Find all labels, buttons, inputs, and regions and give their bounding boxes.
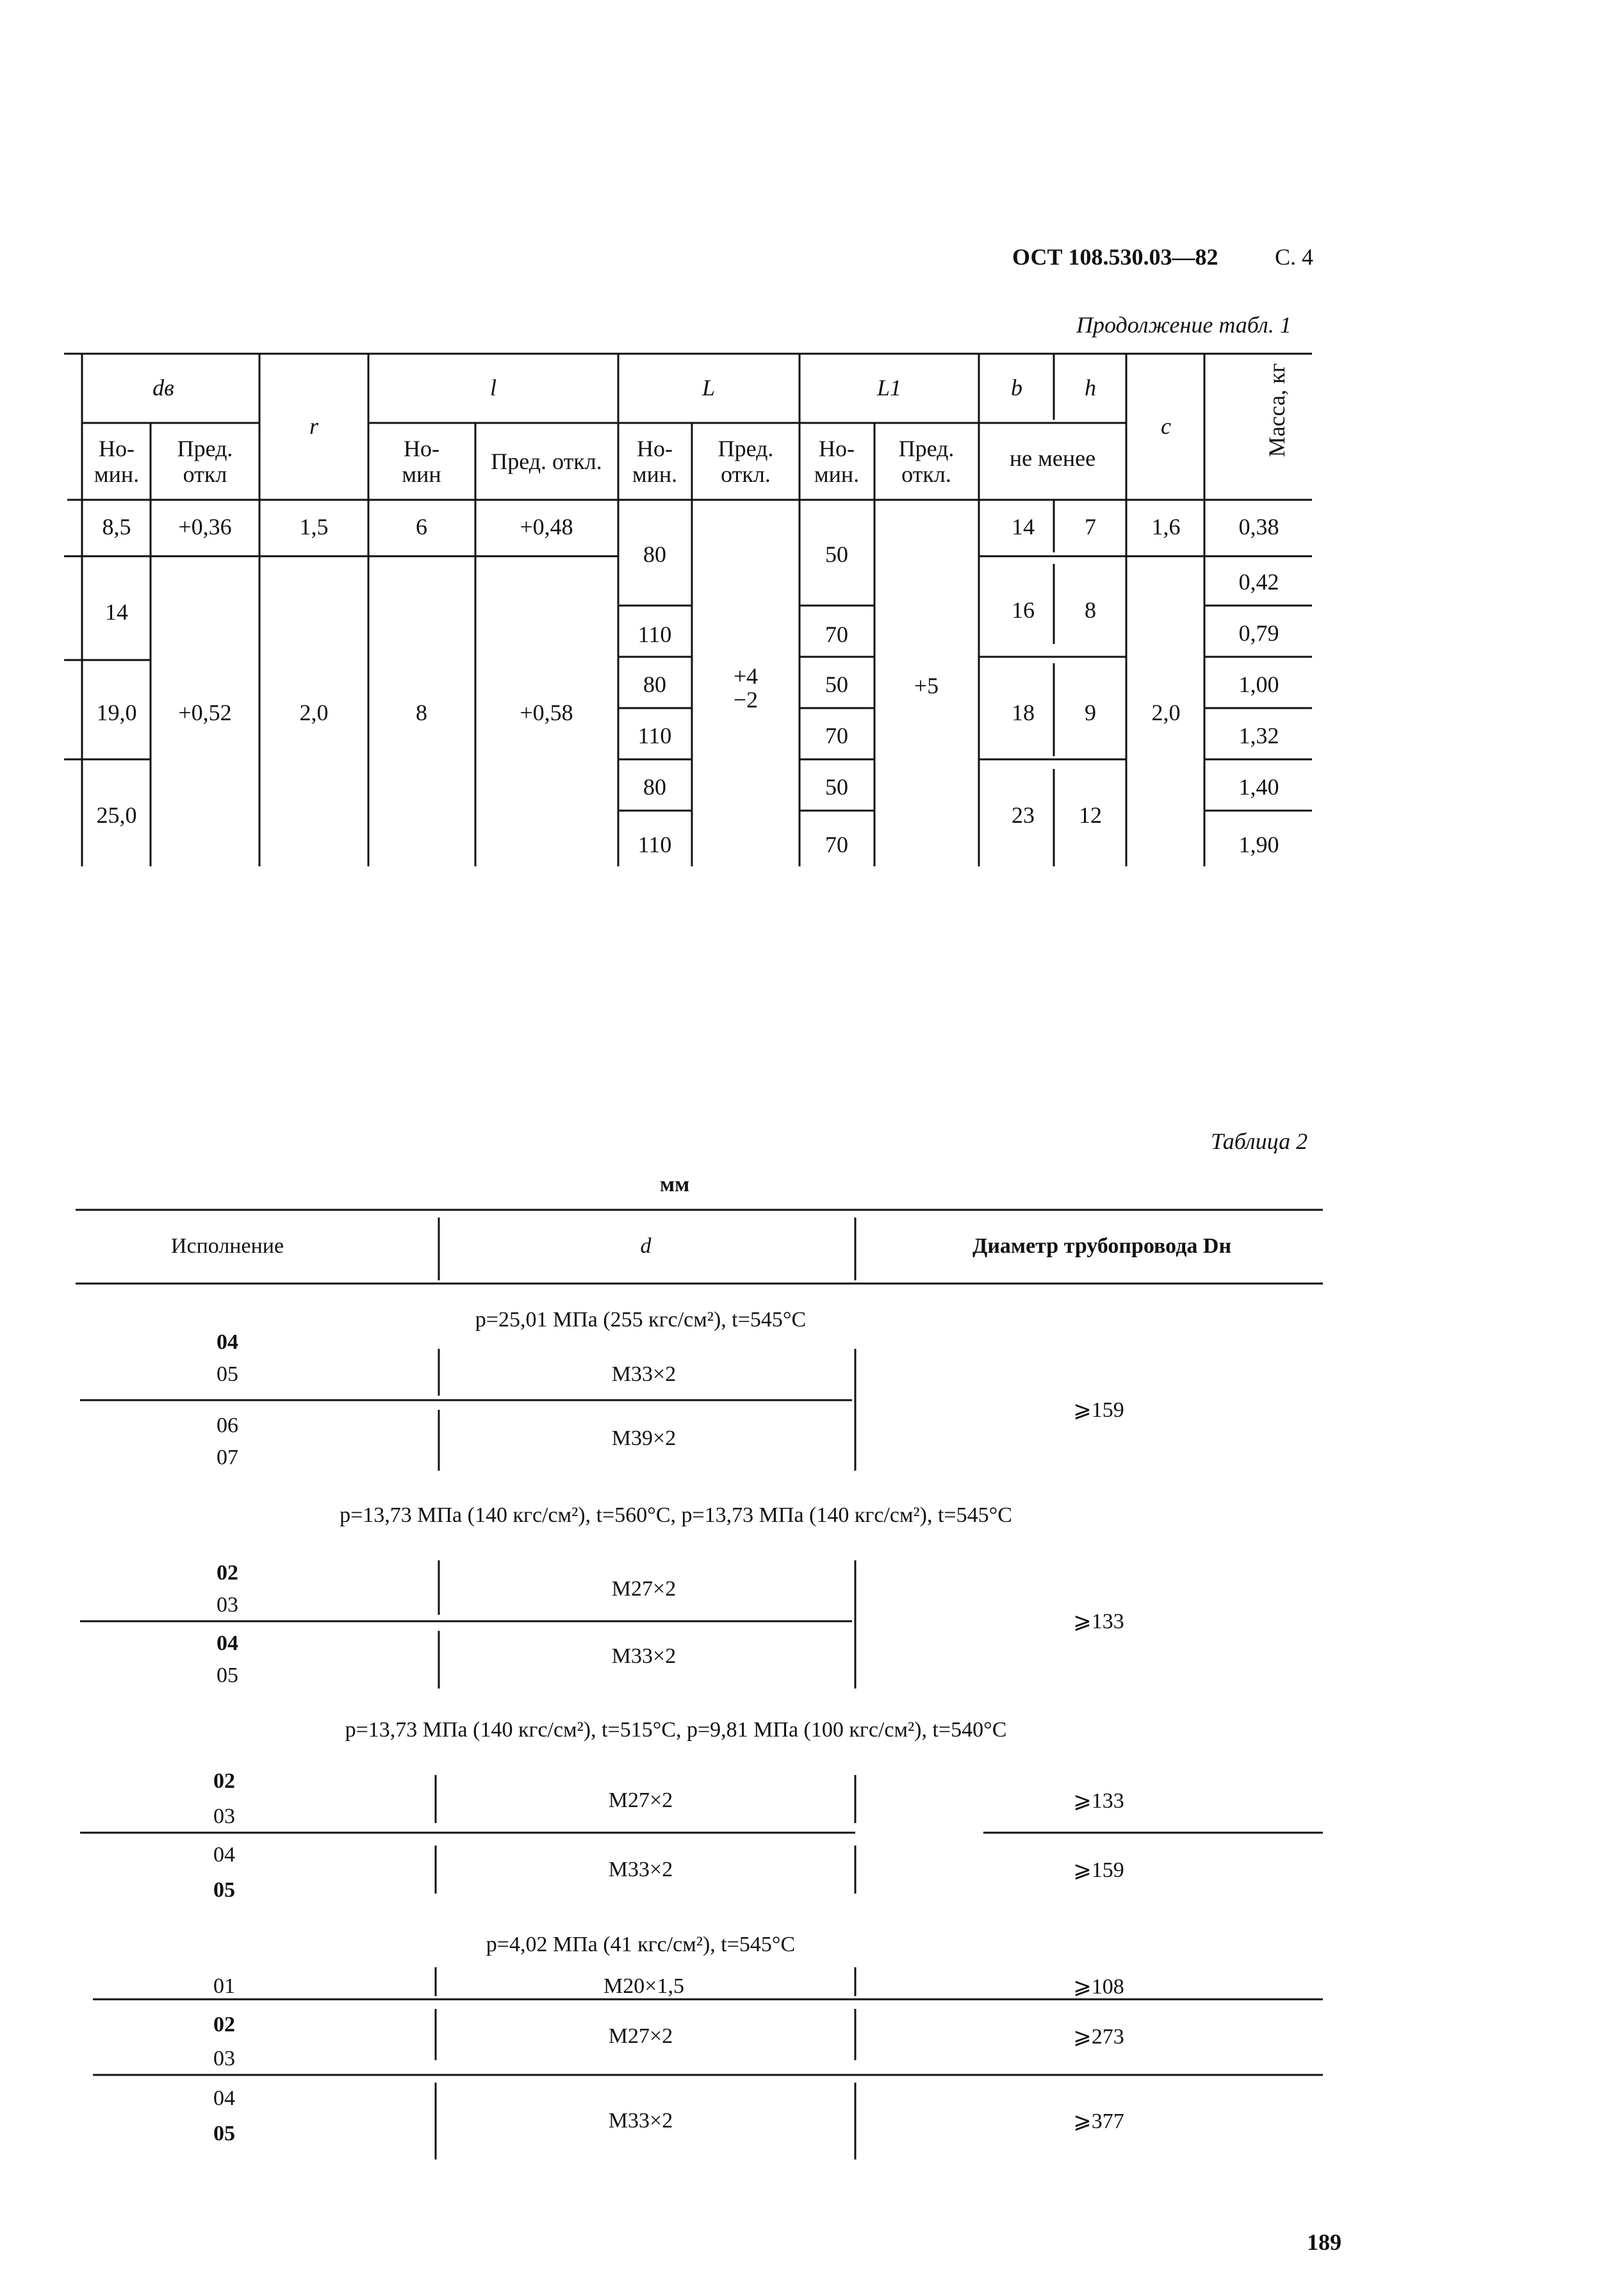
thread-d: М33×2 bbox=[608, 2109, 673, 2133]
table1-caption: Продолжение табл. 1 bbox=[1076, 312, 1292, 338]
cell-L: 80 bbox=[643, 774, 666, 800]
header-dv: dв bbox=[152, 375, 174, 401]
document-code: ОСТ 108.530.03—82 bbox=[1012, 244, 1218, 270]
cell-dv: 14 bbox=[105, 599, 128, 625]
cell-mass: 1,00 bbox=[1238, 672, 1279, 697]
cell-L1: 70 bbox=[825, 723, 848, 748]
cell-L: 110 bbox=[637, 622, 672, 647]
thread-d: М27×2 bbox=[611, 1577, 677, 1601]
header-mass: Масса, кг bbox=[1264, 363, 1290, 458]
thread-d: М20×1,5 bbox=[603, 1974, 684, 1998]
cell-L: 110 bbox=[637, 832, 672, 857]
ispolnenie-code: 02 bbox=[213, 1769, 235, 1793]
ispolnenie-code: 05 bbox=[213, 1878, 235, 1902]
cell-b: 14 bbox=[1012, 514, 1035, 540]
cell-h: 9 bbox=[1085, 700, 1096, 725]
cell-r: 1,5 bbox=[299, 514, 329, 540]
sub-dv-nom: Но- мин. bbox=[94, 436, 140, 487]
sub-dv-pred: Пред. откл bbox=[177, 436, 233, 487]
cell-c: 2,0 bbox=[1151, 700, 1181, 725]
cell-L1: 50 bbox=[825, 672, 848, 697]
sub-L-pred: Пред. откл. bbox=[718, 436, 774, 487]
table2-unit: мм bbox=[660, 1173, 690, 1196]
ispolnenie-code: 06 bbox=[217, 1414, 238, 1437]
sub-ne-menee: не менее bbox=[1009, 445, 1096, 471]
ispolnenie-code: 04 bbox=[213, 1843, 235, 1867]
ispolnenie-code: 04 bbox=[213, 2086, 235, 2110]
cell-L1: 70 bbox=[825, 622, 848, 647]
pipe-diameter: ⩾133 bbox=[1073, 1610, 1124, 1633]
ispolnenie-code: 07 bbox=[217, 1446, 238, 1469]
cell-L1: 50 bbox=[825, 774, 848, 800]
ispolnenie-code: 03 bbox=[217, 1593, 238, 1617]
thread-d: М39×2 bbox=[611, 1426, 677, 1450]
cell-mass: 0,38 bbox=[1238, 514, 1279, 540]
pipe-diameter: ⩾159 bbox=[1073, 1398, 1124, 1422]
cell-L1: 50 bbox=[825, 541, 848, 567]
table2-caption: Таблица 2 bbox=[1211, 1128, 1308, 1154]
condition-2: p=13,73 МПа (140 кгс/см²), t=560°C, p=13,73 МПа (140 кгс/см²), t=545°C bbox=[340, 1503, 1012, 1527]
ispolnenie-code: 04 bbox=[217, 1631, 238, 1655]
cell-dv: 19,0 bbox=[96, 700, 137, 725]
condition-4: p=4,02 МПа (41 кгс/см²), t=545°C bbox=[486, 1933, 796, 1956]
cell-L1-tol: +5 bbox=[914, 673, 939, 698]
cell-dv: 8,5 bbox=[102, 514, 131, 540]
sub-L-nom: Но- мин. bbox=[632, 436, 678, 487]
pipe-diameter: ⩾108 bbox=[1073, 1975, 1124, 1999]
ispolnenie-code: 02 bbox=[217, 1561, 238, 1585]
cell-mass: 1,40 bbox=[1238, 774, 1279, 800]
cell-dv: 25,0 bbox=[96, 802, 137, 828]
cell-L1: 70 bbox=[825, 832, 848, 857]
cell-b: 16 bbox=[1012, 597, 1035, 623]
thread-d: М33×2 bbox=[608, 1858, 673, 1881]
thread-d: М33×2 bbox=[611, 1644, 677, 1668]
header-L1: L1 bbox=[876, 375, 902, 401]
header-ispolnenie: Исполнение bbox=[170, 1234, 284, 1258]
ispolnenie-code: 03 bbox=[213, 1804, 235, 1828]
cell-mass: 0,79 bbox=[1238, 620, 1279, 646]
sub-l-nom: Но- мин bbox=[402, 436, 441, 487]
cell-l-tol: +0,58 bbox=[520, 700, 573, 725]
header-c: c bbox=[1161, 413, 1171, 439]
cell-mass: 0,42 bbox=[1238, 569, 1279, 595]
header-b: b bbox=[1011, 375, 1022, 401]
thread-d: М33×2 bbox=[611, 1362, 677, 1386]
cell-h: 8 bbox=[1085, 597, 1096, 623]
cell-c: 1,6 bbox=[1151, 514, 1181, 540]
header-diameter: Диаметр трубопровода Dн bbox=[972, 1234, 1232, 1258]
cell-L-tol-minus: −2 bbox=[733, 687, 759, 713]
ispolnenie-code: 05 bbox=[217, 1664, 238, 1687]
sub-L1-pred: Пред. откл. bbox=[898, 436, 955, 487]
condition-3: p=13,73 МПа (140 кгс/см²), t=515°C, p=9,81 МПа (100 кгс/см²), t=540°C bbox=[345, 1718, 1007, 1742]
sub-L1-nom: Но- мин. bbox=[814, 436, 860, 487]
cell-mass: 1,90 bbox=[1238, 832, 1279, 857]
thread-d: М27×2 bbox=[608, 1788, 673, 1812]
page-label: С. 4 bbox=[1275, 244, 1314, 270]
cell-h: 7 bbox=[1085, 514, 1096, 540]
cell-L-tol-plus: +4 bbox=[733, 663, 759, 689]
cell-l: 8 bbox=[416, 700, 427, 725]
cell-L: 80 bbox=[643, 672, 666, 697]
cell-l-tol: +0,48 bbox=[520, 514, 573, 540]
condition-1: p=25,01 МПа (255 кгс/см²), t=545°C bbox=[475, 1308, 807, 1332]
pipe-diameter: ⩾133 bbox=[1073, 1789, 1124, 1813]
ispolnenie-code: 01 bbox=[213, 1974, 235, 1998]
cell-mass: 1,32 bbox=[1238, 723, 1279, 748]
header-d: d bbox=[640, 1234, 652, 1258]
thread-d: М27×2 bbox=[608, 2024, 673, 2048]
ispolnenie-code: 05 bbox=[217, 1362, 238, 1386]
ispolnenie-code: 02 bbox=[213, 2013, 235, 2036]
header-h: h bbox=[1085, 375, 1096, 401]
cell-h: 12 bbox=[1079, 802, 1102, 828]
pipe-diameter: ⩾159 bbox=[1073, 1858, 1124, 1882]
cell-L: 110 bbox=[637, 723, 672, 748]
header-l: l bbox=[489, 375, 497, 401]
header-r: r bbox=[309, 413, 319, 439]
cell-b: 23 bbox=[1012, 802, 1035, 828]
pipe-diameter: ⩾273 bbox=[1073, 2025, 1124, 2049]
cell-l: 6 bbox=[416, 514, 427, 540]
cell-dv-tol: +0,52 bbox=[178, 700, 232, 725]
sub-l-pred: Пред. откл. bbox=[491, 449, 602, 474]
cell-b: 18 bbox=[1012, 700, 1035, 725]
cell-r: 2,0 bbox=[299, 700, 329, 725]
header-L: L bbox=[701, 375, 716, 401]
pipe-diameter: ⩾377 bbox=[1073, 2110, 1124, 2133]
ispolnenie-code: 03 bbox=[213, 2047, 235, 2070]
cell-dv-tol: +0,36 bbox=[178, 514, 232, 540]
ispolnenie-code: 04 bbox=[217, 1330, 238, 1354]
cell-L: 80 bbox=[643, 541, 666, 567]
ispolnenie-code: 05 bbox=[213, 2122, 235, 2145]
page-number: 189 bbox=[1307, 2229, 1341, 2255]
